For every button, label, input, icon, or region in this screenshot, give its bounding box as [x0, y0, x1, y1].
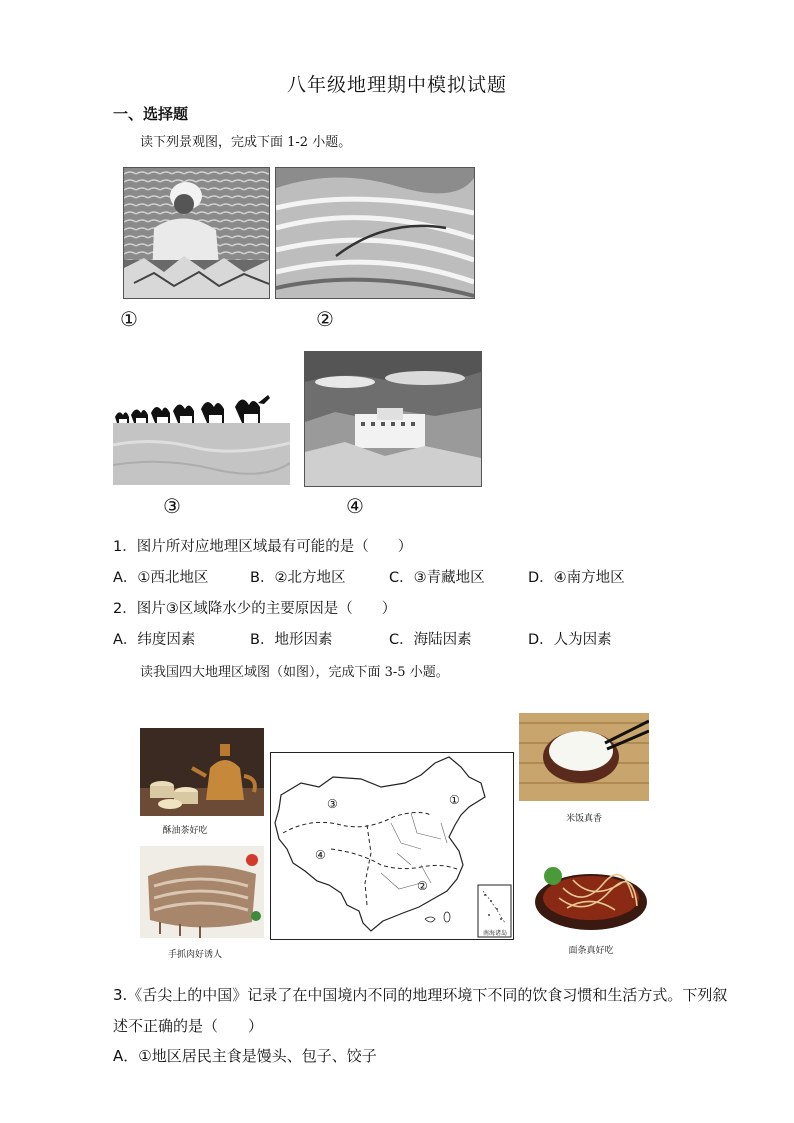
question-1: 1．图片所对应地理区域最有可能的是（ ）: [113, 539, 413, 555]
photo-label-3: ③: [163, 494, 181, 518]
question-2: 2．图片③区域降水少的主要原因是（ ）: [113, 601, 397, 617]
photo-noodles: [533, 858, 649, 932]
q1-option-b[interactable]: B．②北方地区: [250, 570, 346, 586]
photo-rice: [519, 713, 649, 801]
q2-option-a[interactable]: A．纬度因素: [113, 632, 196, 648]
q1-option-a[interactable]: A．①西北地区: [113, 570, 209, 586]
map-label-3: ③: [327, 797, 338, 811]
caption-noodles: 面条真好吃: [568, 946, 614, 956]
map-label-2: ②: [417, 879, 428, 893]
photo-butter-tea: [140, 728, 264, 816]
question-3-line2: 述不正确的是（ ）: [113, 1017, 264, 1035]
photo-label-1: ①: [120, 307, 138, 331]
photo-desert-camels: [113, 365, 290, 485]
intro-text-1: 读下列景观图，完成下面 1-2 小题。: [140, 135, 352, 150]
photo-hand-grabbed-mutton: [140, 846, 264, 938]
intro-text-2: 读我国四大地理区域图（如图），完成下面 3-5 小题。: [140, 665, 449, 680]
q2-option-b[interactable]: B．地形因素: [250, 632, 333, 648]
caption-butter-tea: 酥油茶好吃: [162, 826, 208, 836]
map-label-1: ①: [449, 793, 460, 807]
q1-option-c[interactable]: C．③青藏地区: [389, 570, 485, 586]
map-label-4: ④: [315, 848, 326, 862]
q1-option-d[interactable]: D．④南方地区: [528, 570, 625, 586]
photo-farmer: [123, 167, 270, 299]
q2-option-c[interactable]: C．海陆因素: [389, 632, 472, 648]
question-3-line1: 3.《舌尖上的中国》记录了在中国境内不同的地理环境下不同的饮食习惯和生活方式。下列叙: [113, 986, 728, 1004]
caption-mutton: 手抓肉好诱人: [167, 950, 222, 960]
photo-potala-palace: [304, 351, 482, 487]
map-inset-label: 南海诸岛: [482, 930, 507, 937]
caption-rice: 米饭真香: [565, 814, 602, 824]
section-heading: 一、选择题: [113, 105, 189, 123]
page-title: 八年级地理期中模拟试题: [286, 74, 507, 96]
q2-option-d[interactable]: D．人为因素: [528, 632, 612, 648]
photo-terraces: [275, 167, 475, 299]
china-regions-map: [270, 752, 514, 940]
photo-label-2: ②: [316, 307, 334, 331]
photo-label-4: ④: [346, 494, 364, 518]
q3-option-a[interactable]: A．①地区居民主食是馒头、包子、饺子: [113, 1047, 377, 1065]
